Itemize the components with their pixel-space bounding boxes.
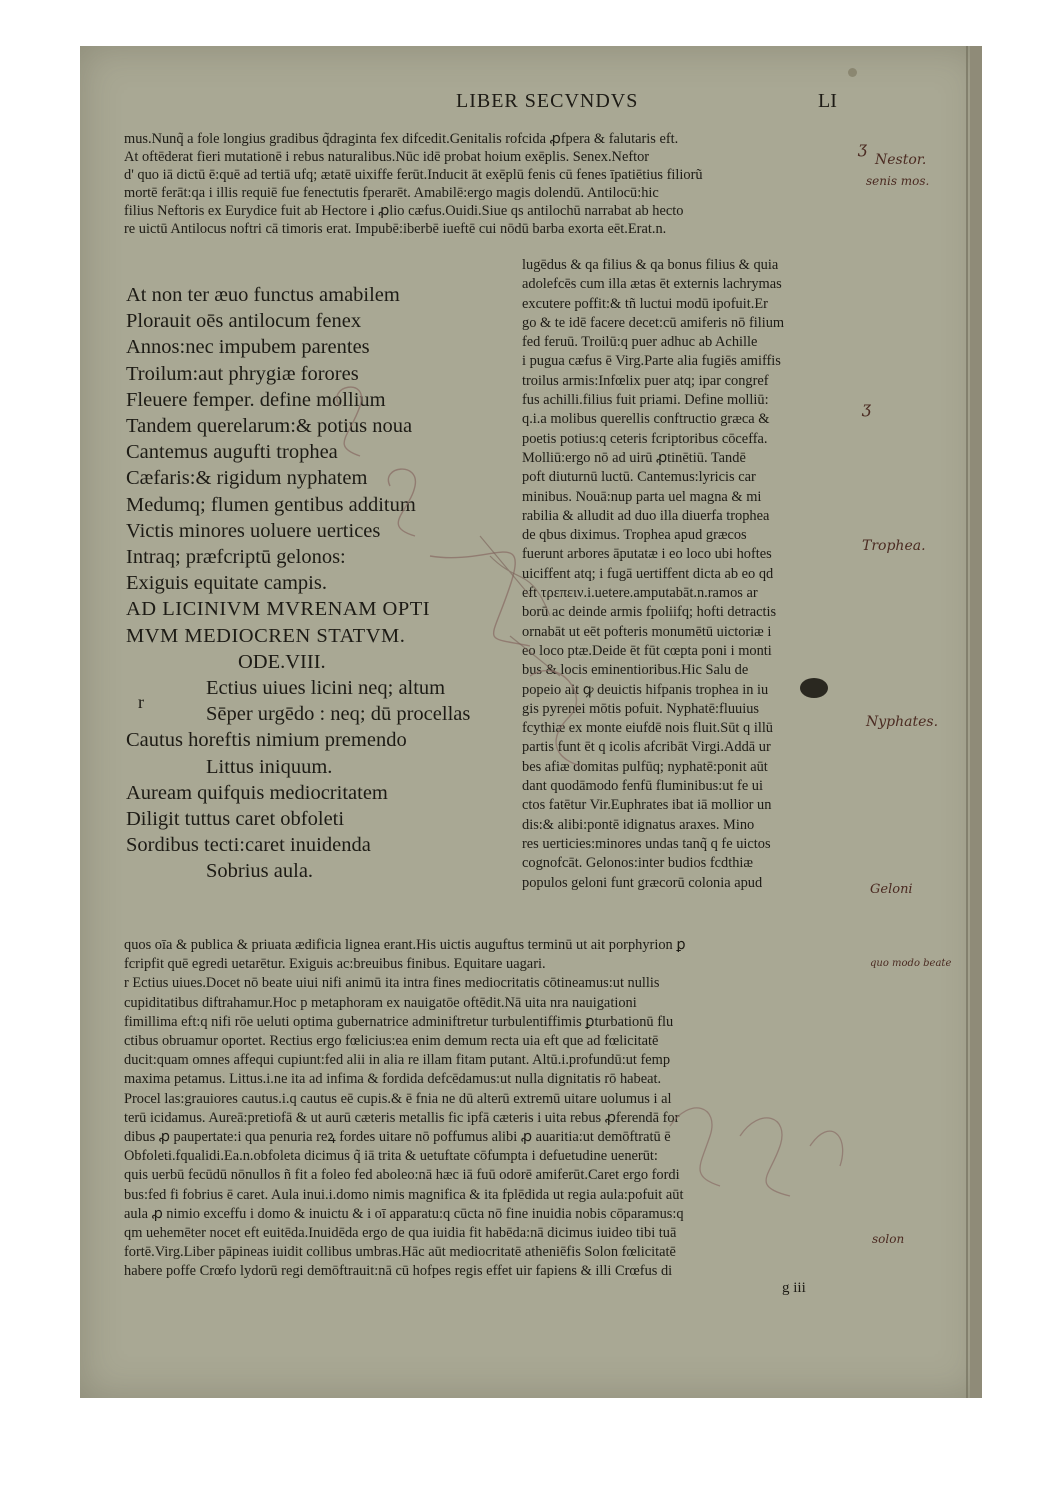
handwritten-scribble	[660, 1076, 860, 1236]
ode-heading: MVM MEDIOCREN STATVM.	[126, 624, 406, 647]
commentary-line: ctos fatētur Vir.Euphrates ibat iā mollior un	[522, 797, 772, 814]
marginal-note-nyphates: Nyphates.	[866, 714, 939, 730]
commentary-line: fimillima eft:q nifi rōe ueluti optima gubernatrice adminiftretur turbulentiffimis ꝑturbationū flu	[124, 1013, 674, 1030]
commentary-line: dis:& alibi:pontē idignatus araxes. Mino	[522, 816, 755, 833]
marginal-note-nestor: Nestor.	[875, 152, 927, 168]
poem-line: Victis minores uoluere uertices	[126, 519, 381, 542]
poem-line: Tandem querelarum:& potius noua	[126, 415, 413, 438]
commentary-line: Obfoleti.fqualidi.Ea.n.obfoleta dicimus q̃ iā trita & uetuftate cōfumpta i defuetudine uenerūt:	[124, 1148, 658, 1165]
poem-line: Intraq; præfcriptū gelonos:	[126, 546, 346, 569]
commentary-line: troilus armis:Infœlix puer atq; ipar congref	[522, 372, 769, 389]
poem-line: Plorauit oēs antilocum fenex	[126, 310, 362, 333]
running-head: LIBER SECVNDVS	[456, 90, 639, 112]
commentary-line: At oftēderat fieri mutationē i rebus naturalibus.Nūc idē probat hoium exēplis. Senex.Neftor	[124, 149, 650, 165]
commentary-line: poft diuturnū luctū. Cantemus:lyricis car	[522, 469, 756, 486]
commentary-line: mus.Nunq̃ a fole longius gradibus q̃draginta fex difcedit.Genitalis rofcida ꝓfpera & falutaris eft.	[124, 131, 679, 147]
commentary-line: r Ectius uiues.Docet nō beate uiui nifi animū ita intra fines mediocritatis cōtineamus:ut nullis	[124, 975, 660, 992]
commentary-line: maxima petamus. Littus.i.ne ita ad infima & fordida defcēdamus:ut nulla dignitatis rō habeat.	[124, 1071, 662, 1088]
ode-heading: AD LICINIVM MVRENAM OPTI	[126, 598, 431, 621]
commentary-line: ornabāt ut eēt pofteris monumētū uictoriæ i	[522, 623, 772, 640]
signature-mark: g iii	[782, 1280, 806, 1296]
commentary-top	[124, 130, 864, 238]
commentary-line: re uictū Antilocus noftri cā timoris erat. Impubē:iberbē iueftē cui nōdū barba exorta eēt.Erat.n.	[124, 221, 667, 237]
commentary-line: bes afiæ domitas pulfūq; nyphatē:ponit aūt	[522, 758, 768, 775]
poem-line: Medumq; flumen gentibus additum	[126, 493, 416, 516]
commentary-line: dibus ꝓ paupertate:i qua penuria reꝝ fordes uitare nō poffumus alibi ꝓ auaritia:ut demōftratū ē	[124, 1129, 671, 1146]
commentary-line: habere poffe Crœfo lydorū regi demōftrauit:nā cū hofpes regis effet uir fapiens & illi Crœfus di	[124, 1263, 673, 1280]
commentary-line: fcripfit quē egredi uetarētur. Exiguis ac:breuibus finibus. Equitare uagari.	[124, 956, 546, 973]
commentary-line: minibus. Nouā:nup parta uel magna & mi	[522, 488, 762, 505]
commentary-line: cognofcāt. Gelonos:inter budios fcdthiæ	[522, 855, 754, 872]
poem-line: Cautus horeftis nimium premendo	[126, 729, 407, 752]
guide-letter: r	[138, 692, 144, 712]
marginal-note-senis: senis mos.	[866, 174, 930, 188]
commentary-line: de qbus diximus. Trophea apud græcos	[522, 527, 747, 544]
commentary-line: lugēdus & qa filius & qa bonus filius & quia	[522, 257, 779, 273]
commentary-line: terū icidamus. Aureā:pretiofā & ut aurū cæteris metallis fic ipfā cæteris i uita rebus ꝓferendā for	[124, 1109, 680, 1126]
poem-line: Exiguis equitate campis.	[126, 572, 327, 595]
marginal-note-solon: solon	[872, 1232, 905, 1246]
poem-line: Ectius uiues licini neq; altum	[206, 677, 446, 700]
commentary-line: go & te idē facere decet:cū amiferis nō filium	[522, 314, 785, 331]
commentary-line: d' quo iā dictū ē:quē ad tertiā ufq; ætatē uixiffe ferūt.Inducit āt exēplū fenis cū fenes īpatiētius filiorũ	[124, 167, 703, 183]
commentary-line: fed feruū. Troilū:q puer adhuc ab Achille	[522, 334, 758, 351]
commentary-line: quos oīa & publica & priuata ædificia lignea erant.His uictis auguftus terminū ut ait porphyrion ꝑ	[124, 937, 686, 953]
poem-line: At non ter æuo functus amabilem	[126, 284, 400, 306]
marginal-note-geloni: Geloni	[870, 882, 913, 897]
commentary-line: populos geloni funt græcorū colonia apud	[522, 874, 763, 891]
marginal-bracket-mark: ʒ	[858, 138, 868, 157]
handwritten-scribble	[230, 336, 650, 1136]
poem-line: Littus iniquum.	[206, 755, 333, 778]
commentary-line: popeio ait ꝙ deuictis hifpanis trophea in iu	[522, 681, 769, 698]
book-page	[80, 46, 982, 1398]
commentary-line: fortē.Virg.Liber pāpineas iuidit collibus umbras.Hāc aūt mediocritatē atheniēfis Solon fœlicitatē	[124, 1244, 676, 1261]
commentary-line: excutere poffit:& tñ luctui modū ipofuit.Er	[522, 295, 768, 312]
commentary-line: qm uehemēter nocet eft euitēda.Inuidēda ergo de qua iuidia fit habēda:nā dicimus iuideo tibi tuā	[124, 1225, 677, 1242]
poem-line: Diligit tuttus caret obfoleti	[126, 808, 345, 831]
commentary-line: Molliū:ergo nō ad uirū ꝓtinētiū. Tandē	[522, 449, 746, 466]
ink-spot	[848, 68, 857, 77]
commentary-line: rabilia & alludit ad duo illa diuerfa trophea	[522, 507, 770, 524]
marginal-note-quo-modo: quo modo beate	[870, 958, 952, 969]
commentary-line: res uerticies:minores undas tanq̃ q fe uictos	[522, 835, 771, 852]
commentary-line: poetis potius:q ceteris fcriptoribus cōceffa.	[522, 430, 768, 447]
poem-line: Cantemus augufti trophea	[126, 441, 338, 464]
commentary-line: fcythiæ ex monte eiufdē nois fluit.Sūt q illū	[522, 720, 774, 737]
ode-label: ODE.VIII.	[238, 650, 326, 673]
commentary-line: i pugua cæfus ē Virg.Parte alia fugiēs amiffis	[522, 353, 781, 370]
commentary-line: gis pyrenei mōtis pofuit. Nyphatē:fluuius	[522, 700, 760, 717]
poem-line: Auream quifquis mediocritatem	[126, 781, 388, 804]
poem-line: Fleuere femper. define mollium	[126, 388, 386, 411]
poem-line: Troilum:aut phrygiæ forores	[126, 362, 359, 385]
marginal-note-trophea: Trophea.	[862, 538, 926, 554]
marginal-bracket-mark: ʒ	[862, 398, 872, 417]
commentary-line: mortē ferāt:qa i illis requiē fue fenectutis fperarēt. Amabilē:ergo magis dolendū. Antilocū:hic	[124, 185, 659, 201]
commentary-line: cupiditatibus diftrahamur.Hoc p metaphoram ex nauigatōe oftēdit.Nā uita nra nauigationi	[124, 994, 637, 1011]
commentary-line: borū ac deinde armis fpoliifq; hofti detractis	[522, 604, 777, 621]
commentary-line: quis uerbū fecūdū nōnullos ñ fit a foleo fed aboleo:nā hæc iā fuū odorē amiferūt.Caret ergo fordi	[124, 1167, 680, 1184]
commentary-line: fuerunt arbores āputatæ i eo loco ubi hoftes	[522, 546, 772, 563]
page-edge	[970, 46, 982, 1398]
commentary-line: fus achilli.filius fuit priami. Define molliū:	[522, 392, 769, 409]
commentary-line: filius Neftoris ex Eurydice fuit ab Hectore i ꝓlio cæfus.Ouidi.Siue qs antilochū narrabat ab hecto	[124, 203, 684, 219]
commentary-line: ducit:quam omnes affequi cupiunt:fed alii in alia re illam fitam putant. Altū.i.profundū:ut femp	[124, 1052, 671, 1069]
poem-line: Annos:nec impubem parentes	[126, 336, 370, 359]
commentary-line: eo loco ptæ.Deide ēt fūt cœpta poni i monti	[522, 642, 772, 659]
commentary-line: uiciffent atq; i fugā uertiffent dicta ab eo qd	[522, 565, 774, 582]
poem-line: Cæfaris:& rigidum nyphatem	[126, 467, 368, 490]
page-header	[80, 90, 982, 120]
page-edge-shadow	[966, 46, 968, 1398]
commentary-line: ctibus obruamur oportet. Rectius ergo fœlicius:ea enim demum recta uia eft que ad fœlicitatē	[124, 1033, 659, 1050]
commentary-line: q.i.a molibus querellis conftructio græca &	[522, 411, 770, 428]
commentary-line: aula ꝓ nimio exceffu i domo & inuictu & i oī apparatu:q cūcta nō fine inuidia nobis cōparamus:q	[124, 1205, 684, 1222]
poem-line: Sēper urgēdo : neq; dū procellas	[206, 703, 471, 726]
commentary-line: dant quodāmodo fenfū fluminibus:ut fe ui	[522, 778, 764, 795]
commentary-line: bus:fed fi fobrius ē caret. Aula inui.i.domo nimis magnifica & ita fplēdida ut regia aula:pofuit aūt	[124, 1186, 684, 1203]
commentary-line: partis funt ēt q icolis afcribāt Virgi.Addā ur	[522, 739, 771, 756]
commentary-line: bus & locis eminentioribus.Hic Salu de	[522, 662, 749, 679]
commentary-line: Procel las:grauiores cautus.i.q cautus eē cupis.& ē fnia ne dū alterū extremū uitare uolumus i al	[124, 1090, 672, 1107]
poem-line: Sordibus tecti:caret inuidenda	[126, 834, 371, 857]
commentary-line: adolefcēs cum illa ætas ēt externis lachrymas	[522, 276, 782, 293]
poem-line: Sobrius aula.	[206, 860, 314, 883]
folio-number: LI	[818, 90, 837, 112]
commentary-line: eft τρεπειν.i.uetere.amputabāt.n.ramos ar	[522, 585, 758, 602]
